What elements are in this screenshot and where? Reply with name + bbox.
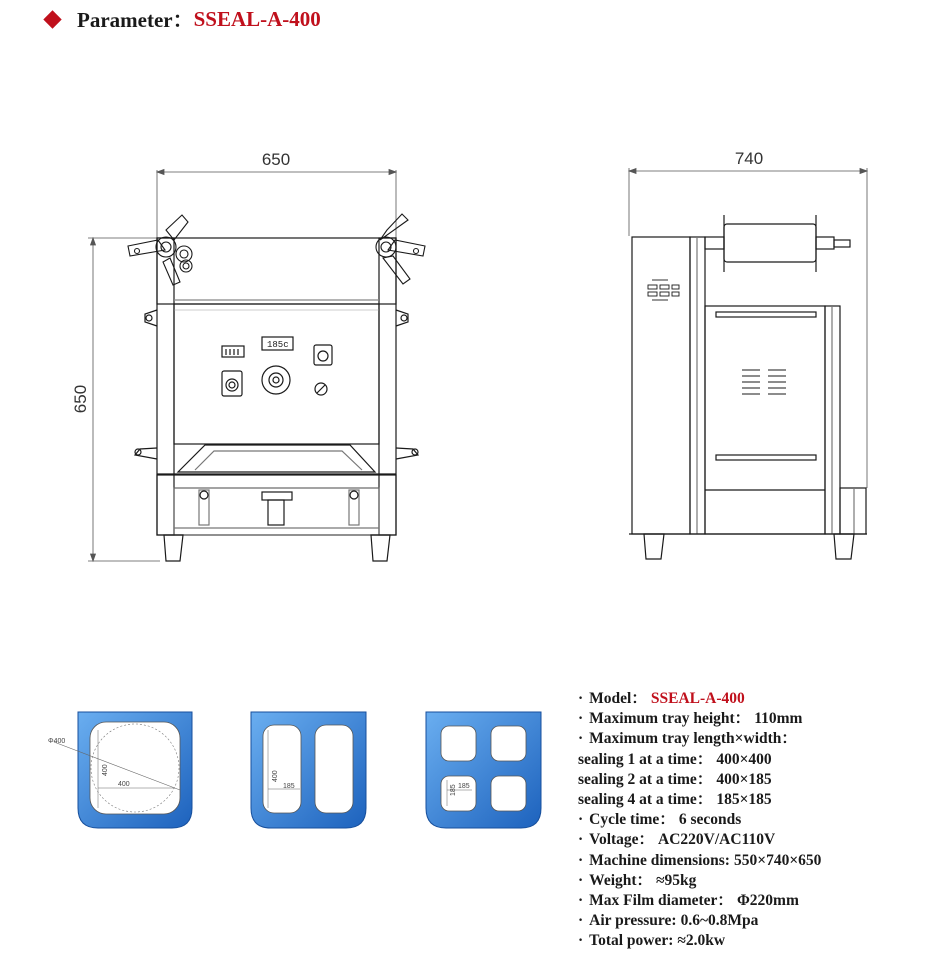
spec-label: sealing 4 at a time： xyxy=(578,790,713,808)
right-roll-arm xyxy=(376,214,425,284)
tray-quad xyxy=(426,712,541,828)
top-beam xyxy=(157,238,396,304)
left-roll-arm xyxy=(128,215,192,285)
tray-double-dim-length: 400 xyxy=(272,770,279,782)
spec-label: sealing 2 at a time： xyxy=(578,770,713,788)
spec-item xyxy=(578,770,918,790)
spec-bullet: · xyxy=(578,851,584,869)
spec-item xyxy=(578,750,918,770)
spec-bullet: · xyxy=(578,912,584,930)
spec-item xyxy=(578,871,918,891)
tray-plate xyxy=(178,445,375,472)
tray-double xyxy=(251,712,366,828)
left-foot xyxy=(164,535,183,561)
spec-item xyxy=(578,931,918,951)
right-foot xyxy=(371,535,390,561)
spec-value: 185×185 xyxy=(716,790,772,808)
spec-value: 400×185 xyxy=(716,770,772,788)
header-label: Parameter： xyxy=(77,8,194,32)
counter-display xyxy=(222,346,244,357)
spec-label: Total power: xyxy=(589,932,674,950)
spec-bullet: · xyxy=(578,932,584,950)
spec-label: Maximum tray length×width： xyxy=(589,730,797,748)
spec-item xyxy=(578,709,918,729)
front-height-label: 650 xyxy=(71,384,90,414)
spec-bullet: · xyxy=(578,710,584,728)
side-body xyxy=(632,237,690,534)
display-reading: 185c xyxy=(267,340,289,350)
spec-label: Machine dimensions: xyxy=(589,851,730,869)
spec-label: Maximum tray height： xyxy=(589,710,751,728)
tray-quad-dim-width: 185 xyxy=(458,783,470,790)
tray-single-dim-height: 400 xyxy=(102,764,109,776)
spec-item xyxy=(578,689,918,709)
film-roll xyxy=(724,224,816,262)
spec-label: Max Film diameter： xyxy=(589,891,733,909)
spec-bullet: · xyxy=(578,730,584,748)
spec-item xyxy=(578,729,918,749)
handle-icon xyxy=(145,310,157,326)
spec-value: 6 seconds xyxy=(678,811,742,829)
spec-item xyxy=(578,810,918,830)
spec-value: SSEAL-A-400 xyxy=(650,690,745,707)
control-panel xyxy=(174,304,379,444)
spec-item xyxy=(578,830,918,850)
spec-value: 0.6~0.8Mpa xyxy=(680,912,759,930)
spec-item xyxy=(578,851,918,871)
spec-bullet: · xyxy=(578,811,584,829)
tray-quad-dim-length: 185 xyxy=(450,784,457,796)
spec-list xyxy=(578,689,918,951)
front-height-dimension xyxy=(88,238,160,561)
switch-icon xyxy=(314,345,332,365)
side-width-dimension xyxy=(629,168,867,488)
right-post xyxy=(379,238,396,535)
start-button-icon xyxy=(222,371,242,396)
spec-label: Voltage： xyxy=(589,831,655,849)
spec-bullet: · xyxy=(578,891,584,909)
base-frame xyxy=(157,475,396,535)
spec-item xyxy=(578,790,918,810)
knob-icon xyxy=(262,366,290,394)
spec-item xyxy=(578,891,918,911)
spec-label: Weight： xyxy=(589,871,653,889)
side-housing xyxy=(705,306,825,534)
front-width-dimension xyxy=(157,170,396,241)
spec-value: AC220V/AC110V xyxy=(658,831,776,849)
spec-value: ≈95kg xyxy=(656,871,697,889)
tray-double-dim-width: 185 xyxy=(283,783,295,790)
spec-item xyxy=(578,911,918,931)
spec-bullet: · xyxy=(578,871,584,889)
spec-label: Cycle time： xyxy=(589,811,675,829)
spec-bullet: · xyxy=(578,690,584,707)
spec-bullet: · xyxy=(578,831,584,849)
tray-single xyxy=(54,712,192,828)
tray-single-dim-width: 400 xyxy=(118,781,130,788)
header-model: SSEAL-A-400 xyxy=(193,6,321,31)
spec-value: Φ220mm xyxy=(736,891,799,909)
spec-value: ≈2.0kw xyxy=(677,932,726,950)
spec-label: sealing 1 at a time： xyxy=(578,750,713,768)
spec-value: 110mm xyxy=(754,710,803,728)
spec-label: Model： xyxy=(589,690,647,707)
tray-single-dim-diameter: Φ400 xyxy=(48,738,66,745)
side-view xyxy=(629,168,867,559)
spec-label: Air pressure: xyxy=(589,912,677,930)
spec-value: 550×740×650 xyxy=(733,851,822,869)
side-width-label: 740 xyxy=(734,149,764,168)
front-view xyxy=(88,170,425,562)
spec-value: 400×400 xyxy=(716,750,772,768)
front-width-label: 650 xyxy=(261,150,291,169)
